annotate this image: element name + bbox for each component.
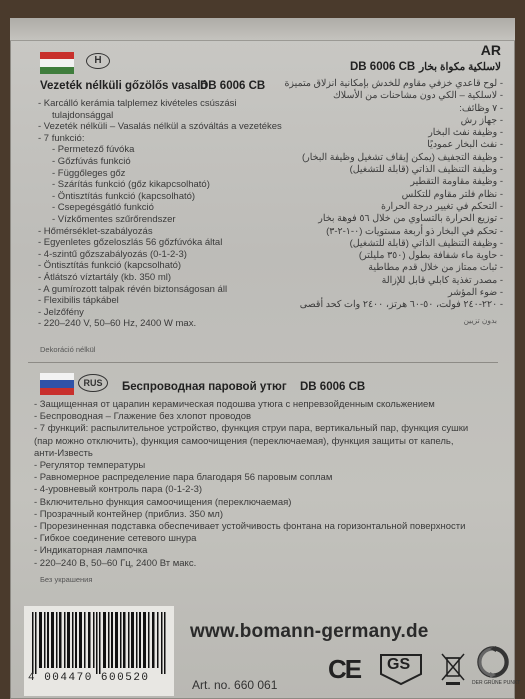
list-item: - 4-уровневый контроль пара (0-1-2-3)	[34, 484, 203, 496]
list-item: - ثبات ممتاز من خلال قدم مطاطية	[368, 262, 503, 274]
list-item: - مصدر تغذية كابلي قابل للإزالة	[381, 274, 503, 286]
ar-model: DB 6006 CB	[350, 61, 416, 73]
ar-footnote: بدون تزيين	[463, 316, 497, 325]
list-item: - وظيفة التنظيف الذاتي (قابلة للتشغيل)	[349, 237, 503, 249]
list-item: - Индикаторная лампочка	[34, 545, 148, 557]
hungary-flag-icon	[40, 52, 74, 74]
list-item: - Прозрачный контейнер (приблиз. 350 мл)	[34, 508, 223, 520]
green-dot-recycling-icon	[472, 645, 521, 689]
list-item: - Hőmérséklet-szabályozás	[38, 225, 153, 237]
barcode-bars	[32, 612, 166, 674]
list-item: - 7 функций: распылительное устройство, функция струи пара, вертикальный пар, функция сушки	[34, 423, 469, 435]
list-item: - Permetező fúvóka	[52, 144, 135, 156]
green-dot-text: DER GRÜNE PUNKT	[472, 680, 521, 686]
barcode	[24, 606, 174, 696]
list-item: - ضوء المؤشر	[447, 287, 503, 299]
list-item: - A gumírozott talpak révén biztonságosan áll	[38, 283, 228, 295]
list-item: - Öntisztítás funkció (kapcsolható)	[38, 260, 182, 272]
list-item: - Öntisztítás funkció (kapcsolható)	[52, 190, 196, 202]
website-url: www.bomann-germany.de	[190, 621, 429, 642]
list-item: - Включительно функция самоочищения (переключаемая)	[34, 496, 292, 508]
list-item: - التحكم في تغيير درجة الحرارة	[380, 200, 503, 212]
list-item: анти-Известь	[34, 447, 93, 459]
ar-lang-code: AR	[480, 42, 501, 58]
barcode-number: 4 004470 600520	[28, 672, 150, 684]
weee-crossed-bin-icon	[440, 650, 466, 686]
gs-mark-text: GS	[387, 656, 411, 673]
list-item: - ٢٢٠-٢٤٠ فولت، ٥٠-٦٠ هرتز، ٢٤٠٠ وات كحد أقصى	[299, 299, 503, 311]
list-item: - 220–240 V, 50–60 Hz, 2400 W max.	[38, 318, 197, 330]
list-item: - Csepegésgátló funkció	[52, 202, 154, 214]
gs-tested-safety-icon	[378, 652, 424, 686]
list-item: - جهاز رش	[460, 114, 503, 126]
ru-feature-list	[34, 399, 468, 570]
list-item: - ٧ وظائف:	[459, 102, 503, 114]
ce-mark-icon	[328, 654, 368, 682]
ru-product-title: Беспроводная паровой утюг	[122, 381, 287, 393]
list-item: tulajdonsággal	[52, 109, 114, 121]
ar-feature-list	[284, 78, 503, 312]
list-item: - Karcálló kerámia talplemez kivételes csúszási	[38, 98, 237, 109]
list-item: - Függőleges gőz	[52, 167, 126, 179]
list-item: - Vezeték nélküli – Vasalás nélkül a szóváltás a vezetékes	[38, 121, 282, 133]
list-item: - حاوية ماء شفافة بطول (٣٥٠ مليلتر)	[358, 250, 503, 262]
list-item: - Jelzőfény	[38, 306, 84, 318]
article-number: Art. no. 660 061	[192, 678, 278, 692]
list-item: - Flexibilis tápkábel	[38, 295, 119, 307]
section-divider	[28, 362, 498, 363]
box-flap	[10, 18, 515, 41]
list-item: - توزيع الحرارة بالتساوي من خلال ٥٦ فوهة بخار	[318, 213, 503, 225]
ar-product-title: لاسلكية مكواة بخار	[419, 61, 501, 73]
list-item: - Равномерное распределение пара благодаря 56 паровым соплам	[34, 472, 333, 484]
list-item: - لاسلكية – الكي دون مشاحنات من الأسلاك	[332, 90, 503, 102]
list-item: - Беспроводная – Глажение без хлопот проводов	[34, 411, 252, 423]
list-item: - وظيفة التجفيف (يمكن إيقاف تشغيل وظيفة البخار)	[301, 151, 503, 163]
lang-badge-rus: RUS	[78, 374, 108, 392]
list-item: - Vízkőmentes szűrőrendszer	[52, 213, 176, 225]
hu-product-title: Vezeték nélküli gőzölős vasaló	[40, 80, 208, 92]
lang-badge-hu: H	[86, 53, 110, 69]
list-item: - Gőzfúvás funkció	[52, 155, 131, 167]
list-item: - 7 funkció:	[38, 132, 85, 144]
list-item: - Szárítás funkció (gőz kikapcsolható)	[52, 179, 210, 191]
list-item: - Прорезиненная подставка обеспечивает устойчивость фонтана на горизонтальной поверхности	[34, 521, 466, 533]
list-item: - وظيفة مقاومة التقطير	[410, 176, 503, 188]
russia-flag-icon	[40, 373, 74, 395]
list-item: - نفث البخار عموديًا	[427, 139, 503, 151]
list-item: - نظام فلتر مقاوم للتكلس	[401, 188, 503, 200]
list-item: - لوح قاعدي خزفي مقاوم للخدش بإمكانية انزلاق متميزة	[284, 78, 503, 89]
list-item: - 220–240 В, 50–60 Гц, 2400 Вт макс.	[34, 557, 197, 569]
hu-model: DB 6006 CB	[200, 80, 266, 92]
ce-mark-text: CE	[328, 654, 361, 684]
ru-model: DB 6006 CB	[300, 381, 366, 393]
list-item: - تحكم في البخار ذو أربعة مستويات (٠-١-٢-٣)	[326, 225, 503, 237]
hu-feature-list	[38, 98, 282, 330]
list-item: - وظيفة نفث البخار	[428, 127, 503, 139]
list-item: - Átlátszó víztartály (kb. 350 ml)	[38, 271, 172, 283]
list-item: - وظيفة التنظيف الذاتي (قابلة للتشغيل)	[349, 164, 503, 176]
ru-footnote: Без украшения	[40, 575, 93, 584]
list-item: - Защищенная от царапин керамическая подошва утюга с непревзойденным скольжением	[34, 399, 435, 410]
product-box-side-panel	[10, 18, 521, 699]
list-item: - Гибкое соединение сетевого шнура	[34, 533, 197, 545]
list-item: - Egyenletes gőzeloszlás 56 gőzfúvóka által	[38, 237, 223, 249]
list-item: (пар можно отключить), функция самоочищения (переключаемая), функция защиты от капель,	[34, 435, 454, 447]
list-item: - Регулятор температуры	[34, 460, 146, 472]
list-item: - 4-szintű gőzszabályozás (0-1-2-3)	[38, 248, 187, 260]
hu-footnote: Dekoráció nélkül	[40, 345, 96, 354]
